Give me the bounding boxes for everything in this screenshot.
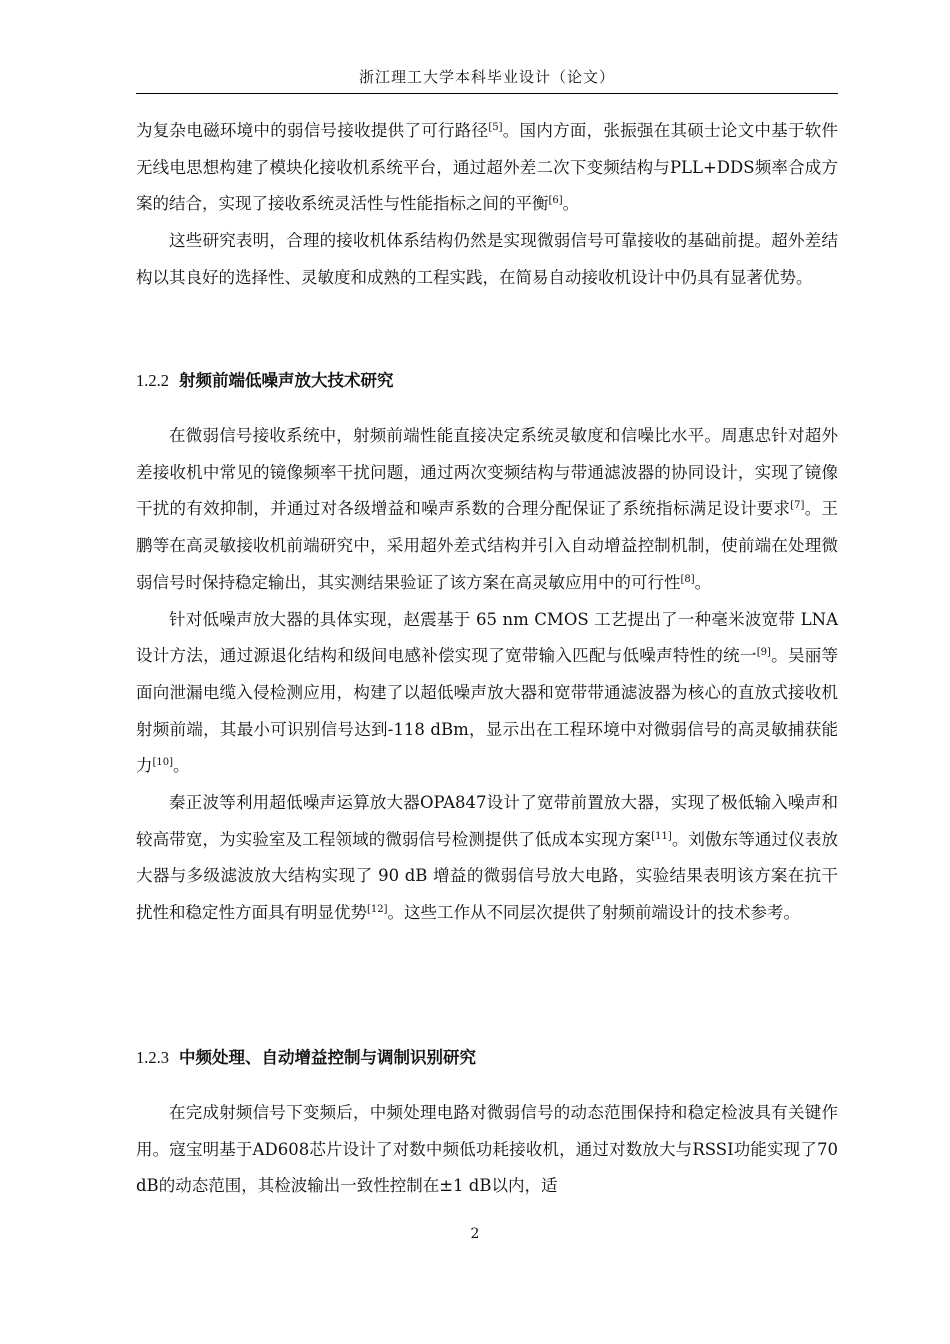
citation: [9]: [756, 647, 771, 659]
text-run: 在微弱信号接收系统中，射频前端性能直接决定系统灵敏度和信噪比水平。周惠忠针对超外差接收机中常见的镜像频率干扰问题，通过两次变频结构与带通滤波器的协同设计，实现了镜像干扰的有效抑制，并通过对各级增益和噪声系数的合理分配保证了系统指标满足设计要求: [136, 426, 838, 519]
body-block-1: [136, 113, 838, 297]
section-number: 1.2.3: [136, 1048, 169, 1067]
section-number: 1.2.2: [136, 371, 169, 390]
section-heading-1-2-3: [136, 1044, 476, 1068]
text-run: 为复杂电磁环境中的弱信号接收提供了可行路径: [136, 121, 489, 140]
citation: [5]: [488, 122, 503, 133]
paragraph: [136, 602, 838, 786]
section-heading-1-2-2: [136, 367, 394, 391]
citation: [7]: [790, 500, 805, 512]
section-title: 中频处理、自动增益控制与调制识别研究: [179, 1048, 476, 1067]
text-run: 。: [173, 756, 190, 776]
page-number: 2: [470, 1226, 480, 1242]
text-run: 。: [562, 194, 580, 214]
paragraph: 这些研究表明，合理的接收机体系结构仍然是实现微弱信号可靠接收的基础前提。超外差结构以其良好的选择性、灵敏度和成熟的工程实践，在简易自动接收机设计中仍具有显著优势。: [136, 231, 838, 287]
header-rule: [136, 93, 838, 94]
citation: [8]: [680, 573, 695, 585]
paragraph: [136, 113, 838, 223]
text-run: 。: [694, 572, 712, 592]
paragraph: 在完成射频信号下变频后，中频处理电路对微弱信号的动态范围保持和稳定检波具有关键作用。寇宝明基于AD608芯片设计了对数中频低功耗接收机，通过对数放大与RSSI功能实现了70 dB的动态范围，其检波输出一致性控制在±1 dB以内，适: [136, 1103, 838, 1196]
section-title: 射频前端低噪声放大技术研究: [179, 371, 394, 390]
text-run: 。刘傲东等通过仪表放大器与多级滤波放大结构实现了 90 dB 增益的微弱信号放大电路，实验结果表明该方案在抗干扰性和稳定性方面具有明显优势: [136, 829, 839, 923]
text-run: 。国内方面，张振强在其硕士论文中基于软件无线电思想构建了模块化接收机系统平台，通过超外差二次下变频结构与PLL+DDS频率合成方案的结合，实现了接收系统灵活性与性能指标之间的平衡: [136, 121, 839, 214]
citation: [10]: [152, 757, 174, 769]
text-run: 。吴丽等面向泄漏电缆入侵检测应用，构建了以超低噪声放大器和宽带带通滤波器为核心的直放式接收机射频前端，其最小可识别信号达到-118 dBm，显示出在工程环境中对微弱信号的高灵敏捕获能力: [136, 646, 839, 776]
paragraph: [136, 785, 838, 932]
citation: [11]: [651, 830, 672, 842]
text-run: 针对低噪声放大器的具体实现，赵震基于 65 nm CMOS 工艺提出了一种毫米波宽带 LNA 设计方法，通过源退化结构和级间电感补偿实现了宽带输入匹配与低噪声特性的统一: [136, 609, 838, 666]
text-run: 。王鹏等在高灵敏接收机前端研究中，采用超外差式结构并引入自动增益控制机制，使前端在处理微弱信号时保持稳定输出，其实测结果验证了该方案在高灵敏应用中的可行性: [136, 499, 839, 592]
body-block-3: [136, 1095, 838, 1205]
page-header: 浙江理工大学本科毕业设计（论文）: [358, 68, 615, 86]
text-run: 。这些工作从不同层次提供了射频前端设计的技术参考。: [387, 903, 801, 923]
paragraph: [136, 418, 838, 602]
body-block-2: [136, 418, 838, 932]
text-run: 秦正波等利用超低噪声运算放大器OPA847设计了宽带前置放大器，实现了极低输入噪声和较高带宽，为实验室及工程领域的微弱信号检测提供了低成本实现方案: [136, 793, 838, 849]
citation: [6]: [548, 195, 563, 207]
citation: [12]: [367, 904, 388, 916]
